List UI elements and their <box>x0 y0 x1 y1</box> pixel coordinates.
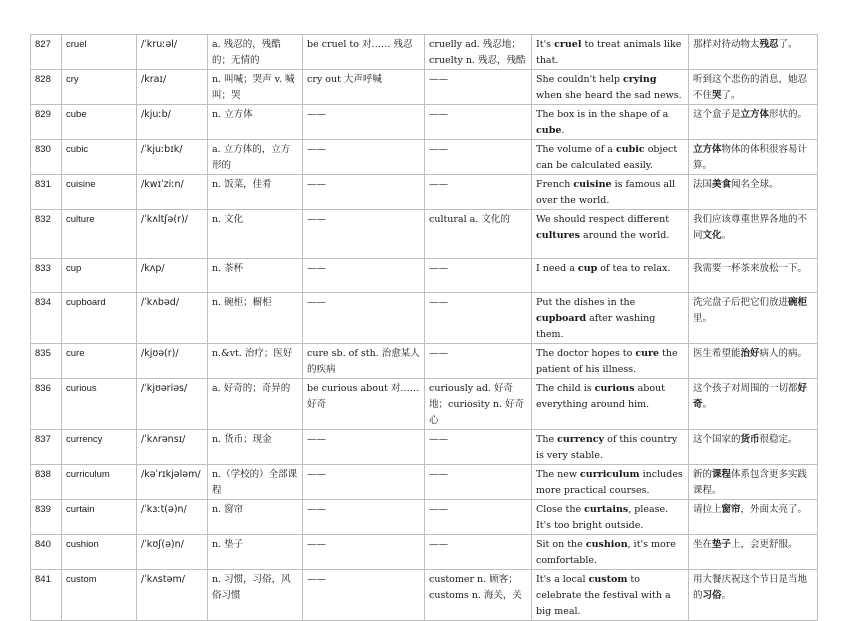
translation-keyword: 碗柜 <box>788 297 808 308</box>
translation-keyword: 哭 <box>712 90 722 101</box>
example-text: object can be calculated easily. <box>536 144 678 171</box>
example-text: about everything around him. <box>536 383 665 410</box>
headword: cure <box>62 344 137 379</box>
example-keyword: cuisine <box>573 179 612 190</box>
example-sentence <box>532 210 689 259</box>
vocab-row <box>31 500 818 535</box>
example-text: is famous all over the world. <box>536 179 676 206</box>
translation-text: 物体的体积很容易计算。 <box>693 144 808 171</box>
translation-text: 。 <box>702 399 713 410</box>
part-of-speech-meaning: n. 习惯，习俗，风俗习惯 <box>208 570 303 621</box>
derivatives: —— <box>425 259 532 293</box>
part-of-speech-meaning: a. 残忍的，残酷的；无情的 <box>208 35 303 70</box>
part-of-speech-meaning: n. 货币；现金 <box>208 430 303 465</box>
chinese-translation <box>689 535 818 570</box>
translation-text: 体系包含更多实践课程。 <box>693 469 808 496</box>
example-keyword: cup <box>577 263 598 274</box>
translation-text: 了。 <box>778 39 798 50</box>
translation-text: 了。 <box>721 90 741 101</box>
derivatives: customer n. 顾客；customs n. 海关，关 <box>425 570 532 621</box>
part-of-speech-meaning: n.&vt. 治疗；医好 <box>208 344 303 379</box>
example-keyword: cube <box>536 125 562 136</box>
phonetic: /ˈkʊʃ(ə)n/ <box>137 535 208 570</box>
part-of-speech-meaning: n. 窗帘 <box>208 500 303 535</box>
example-keyword: cubic <box>615 144 645 155</box>
example-keyword: cultures <box>536 230 580 241</box>
translation-text: 这个国家的 <box>693 434 741 445</box>
example-keyword: curious <box>594 383 635 394</box>
translation-text: 听到这个悲伤的消息，她忍不住 <box>693 74 808 101</box>
example-keyword: curriculum <box>580 469 640 480</box>
example-sentence <box>532 379 689 430</box>
translation-keyword: 立方体 <box>693 144 722 155</box>
example-sentence <box>532 140 689 175</box>
example-text: , please. It's too bright outside. <box>536 504 669 531</box>
example-text: French <box>536 179 574 190</box>
chinese-translation <box>689 259 818 293</box>
phonetic: /ˈkjʊəriəs/ <box>137 379 208 430</box>
example-sentence <box>532 105 689 140</box>
chinese-translation <box>689 35 818 70</box>
translation-text: 上，会更舒服。 <box>731 539 798 550</box>
example-sentence <box>532 535 689 570</box>
translation-text: 医生希望能 <box>693 348 741 359</box>
entry-number: 829 <box>31 105 62 140</box>
example-text: , it's more comfortable. <box>536 539 676 566</box>
chinese-translation <box>689 140 818 175</box>
part-of-speech-meaning: n. 碗柜；橱柜 <box>208 293 303 344</box>
translation-keyword: 货币 <box>740 434 760 445</box>
vocab-row <box>31 465 818 500</box>
translation-text: 这个孩子对周围的一切都 <box>693 383 798 394</box>
translation-keyword: 好奇 <box>693 383 808 410</box>
vocab-row <box>31 175 818 210</box>
example-text: Sit on the <box>536 539 586 550</box>
phonetic: /ˈkʌltʃə(r)/ <box>137 210 208 259</box>
phonetic: /kwɪˈziːn/ <box>137 175 208 210</box>
chinese-translation <box>689 500 818 535</box>
translation-text: 请拉上 <box>693 504 722 515</box>
example-text: to treat animals like that. <box>536 39 682 66</box>
example-text: of tea to relax. <box>597 263 671 274</box>
headword: cup <box>62 259 137 293</box>
vocabulary-table <box>30 34 818 621</box>
part-of-speech-meaning: n. 垫子 <box>208 535 303 570</box>
phrase: —— <box>303 430 425 465</box>
example-keyword: cushion <box>585 539 628 550</box>
example-text: It's <box>536 39 555 50</box>
example-text: The <box>536 434 558 445</box>
example-text: Close the <box>536 504 585 515</box>
phonetic: /kʌp/ <box>137 259 208 293</box>
vocab-row <box>31 259 818 293</box>
example-text: It's a local <box>536 574 589 585</box>
example-keyword: curtains <box>584 504 629 515</box>
translation-text: 。 <box>721 230 732 241</box>
translation-text: 我需要一杯茶来放松一下。 <box>693 263 808 274</box>
vocab-row <box>31 430 818 465</box>
entry-number: 833 <box>31 259 62 293</box>
example-text: the patient of his illness. <box>536 348 678 375</box>
example-keyword: custom <box>588 574 628 585</box>
phrase: —— <box>303 500 425 535</box>
example-text: when she heard the sad news. <box>536 90 682 101</box>
headword: cubic <box>62 140 137 175</box>
chinese-translation <box>689 105 818 140</box>
vocabulary-table-body <box>31 35 818 621</box>
chinese-translation <box>689 70 818 105</box>
translation-text: 这个盒子是 <box>693 109 741 120</box>
example-text: around the world. <box>580 230 670 241</box>
phonetic: /ˈkjuːbɪk/ <box>137 140 208 175</box>
vocab-row <box>31 535 818 570</box>
part-of-speech-meaning: a. 立方体的，立方形的 <box>208 140 303 175</box>
part-of-speech-meaning: n. 叫喊；哭声 v. 喊叫；哭 <box>208 70 303 105</box>
example-sentence <box>532 175 689 210</box>
chinese-translation <box>689 175 818 210</box>
translation-text: ，外面太亮了。 <box>740 504 808 515</box>
example-text: She couldn't help <box>536 74 623 85</box>
example-keyword: cure <box>635 348 660 359</box>
derivatives: —— <box>425 175 532 210</box>
example-text: includes more practical courses. <box>536 469 683 496</box>
translation-text: 闻名全球。 <box>731 179 779 190</box>
derivatives: —— <box>425 293 532 344</box>
phrase: —— <box>303 140 425 175</box>
vocab-row <box>31 140 818 175</box>
phrase: cure sb. of sth. 治愈某人的疾病 <box>303 344 425 379</box>
derivatives: cultural a. 文化的 <box>425 210 532 259</box>
example-text: The doctor hopes to <box>536 348 636 359</box>
translation-keyword: 窗帘 <box>721 504 741 515</box>
phrase: —— <box>303 465 425 500</box>
vocab-row <box>31 105 818 140</box>
vocab-row <box>31 210 818 259</box>
phrase: be cruel to 对…… 残忍 <box>303 35 425 70</box>
example-text: The volume of a <box>536 144 616 155</box>
headword: custom <box>62 570 137 621</box>
entry-number: 836 <box>31 379 62 430</box>
headword: cupboard <box>62 293 137 344</box>
part-of-speech-meaning: n. 立方体 <box>208 105 303 140</box>
example-text: The child is <box>536 383 595 394</box>
example-text: to celebrate the festival with a big meal. <box>536 574 671 617</box>
derivatives: —— <box>425 500 532 535</box>
headword: curriculum <box>62 465 137 500</box>
part-of-speech-meaning: n. 文化 <box>208 210 303 259</box>
headword: curtain <box>62 500 137 535</box>
entry-number: 837 <box>31 430 62 465</box>
entry-number: 840 <box>31 535 62 570</box>
translation-keyword: 课程 <box>712 469 732 480</box>
translation-text: 新的 <box>693 469 713 480</box>
headword: culture <box>62 210 137 259</box>
headword: curious <box>62 379 137 430</box>
phonetic: /ˈkɜːt(ə)n/ <box>137 500 208 535</box>
example-text: . <box>561 125 565 136</box>
headword: cushion <box>62 535 137 570</box>
phrase: —— <box>303 175 425 210</box>
phrase: —— <box>303 105 425 140</box>
translation-text: 病人的病。 <box>759 348 808 359</box>
derivatives: —— <box>425 105 532 140</box>
translation-keyword: 习俗 <box>702 590 722 601</box>
translation-text: 很稳定。 <box>759 434 798 445</box>
chinese-translation <box>689 465 818 500</box>
example-sentence <box>532 70 689 105</box>
translation-keyword: 垫子 <box>712 539 732 550</box>
chinese-translation <box>689 570 818 621</box>
entry-number: 827 <box>31 35 62 70</box>
example-sentence <box>532 344 689 379</box>
phrase: be curious about 对……好奇 <box>303 379 425 430</box>
example-keyword: crying <box>623 74 657 85</box>
vocab-row <box>31 379 818 430</box>
phrase: —— <box>303 210 425 259</box>
chinese-translation <box>689 430 818 465</box>
translation-text: 形状的。 <box>769 109 808 120</box>
part-of-speech-meaning: a. 好奇的；奇异的 <box>208 379 303 430</box>
headword: cuisine <box>62 175 137 210</box>
translation-keyword: 治好 <box>740 348 760 359</box>
entry-number: 841 <box>31 570 62 621</box>
example-text: We should respect different <box>536 214 670 225</box>
example-text: of this country is very stable. <box>536 434 678 461</box>
translation-text: 坐在 <box>693 539 713 550</box>
headword: cruel <box>62 35 137 70</box>
derivatives: —— <box>425 344 532 379</box>
derivatives: —— <box>425 140 532 175</box>
part-of-speech-meaning: n. 饭菜，佳肴 <box>208 175 303 210</box>
phonetic: /kjuːb/ <box>137 105 208 140</box>
phrase: —— <box>303 570 425 621</box>
example-keyword: cupboard <box>536 313 587 324</box>
phrase: cry out 大声呼喊 <box>303 70 425 105</box>
phrase: —— <box>303 293 425 344</box>
entry-number: 828 <box>31 70 62 105</box>
entry-number: 831 <box>31 175 62 210</box>
phrase: —— <box>303 535 425 570</box>
translation-text: 。 <box>721 590 732 601</box>
phonetic: /ˈkʌrənsɪ/ <box>137 430 208 465</box>
part-of-speech-meaning: n.（学校的）全部课程 <box>208 465 303 500</box>
derivatives: —— <box>425 70 532 105</box>
derivatives: —— <box>425 430 532 465</box>
phonetic: /kəˈrɪkjələm/ <box>137 465 208 500</box>
entry-number: 835 <box>31 344 62 379</box>
chinese-translation <box>689 379 818 430</box>
translation-keyword: 残忍 <box>759 39 779 50</box>
phonetic: /kraɪ/ <box>137 70 208 105</box>
chinese-translation <box>689 210 818 259</box>
translation-text: 洗完盘子后把它们放进 <box>693 297 789 308</box>
example-text: Put the dishes in the <box>536 297 636 308</box>
phonetic: /ˈkʌstəm/ <box>137 570 208 621</box>
translation-text: 用大餐庆祝这个节日是当地的 <box>693 574 808 601</box>
example-sentence <box>532 570 689 621</box>
translation-text: 我们应该尊重世界各地的不同 <box>693 214 808 241</box>
example-sentence <box>532 465 689 500</box>
vocab-row <box>31 344 818 379</box>
derivatives: cruelly ad. 残忍地；cruelty n. 残忍，残酷 <box>425 35 532 70</box>
entry-number: 838 <box>31 465 62 500</box>
phonetic: /kjʊə(r)/ <box>137 344 208 379</box>
chinese-translation <box>689 344 818 379</box>
translation-text: 法国 <box>693 179 713 190</box>
headword: currency <box>62 430 137 465</box>
vocab-row <box>31 35 818 70</box>
example-keyword: cruel <box>554 39 582 50</box>
phrase: —— <box>303 259 425 293</box>
vocab-row <box>31 70 818 105</box>
entry-number: 834 <box>31 293 62 344</box>
vocab-row <box>31 293 818 344</box>
example-sentence <box>532 430 689 465</box>
entry-number: 839 <box>31 500 62 535</box>
phonetic: /ˈkʌbəd/ <box>137 293 208 344</box>
vocab-row <box>31 570 818 621</box>
derivatives: curiously ad. 好奇地；curiosity n. 好奇心 <box>425 379 532 430</box>
translation-keyword: 立方体 <box>740 109 770 120</box>
entry-number: 830 <box>31 140 62 175</box>
example-sentence <box>532 293 689 344</box>
example-sentence <box>532 259 689 293</box>
example-text: after washing them. <box>536 313 656 340</box>
translation-text: 里。 <box>693 313 713 324</box>
derivatives: —— <box>425 465 532 500</box>
entry-number: 832 <box>31 210 62 259</box>
headword: cry <box>62 70 137 105</box>
chinese-translation <box>689 293 818 344</box>
phonetic: /ˈkruːəl/ <box>137 35 208 70</box>
translation-text: 那样对待动物太 <box>693 39 760 50</box>
part-of-speech-meaning: n. 茶杯 <box>208 259 303 293</box>
headword: cube <box>62 105 137 140</box>
example-text: The new <box>536 469 580 480</box>
translation-keyword: 美食 <box>712 179 732 190</box>
translation-keyword: 文化 <box>702 230 722 241</box>
derivatives: —— <box>425 535 532 570</box>
example-text: I need a <box>536 263 578 274</box>
example-sentence <box>532 500 689 535</box>
example-text: The box is in the shape of a <box>536 109 669 120</box>
example-keyword: currency <box>557 434 605 445</box>
example-sentence <box>532 35 689 70</box>
